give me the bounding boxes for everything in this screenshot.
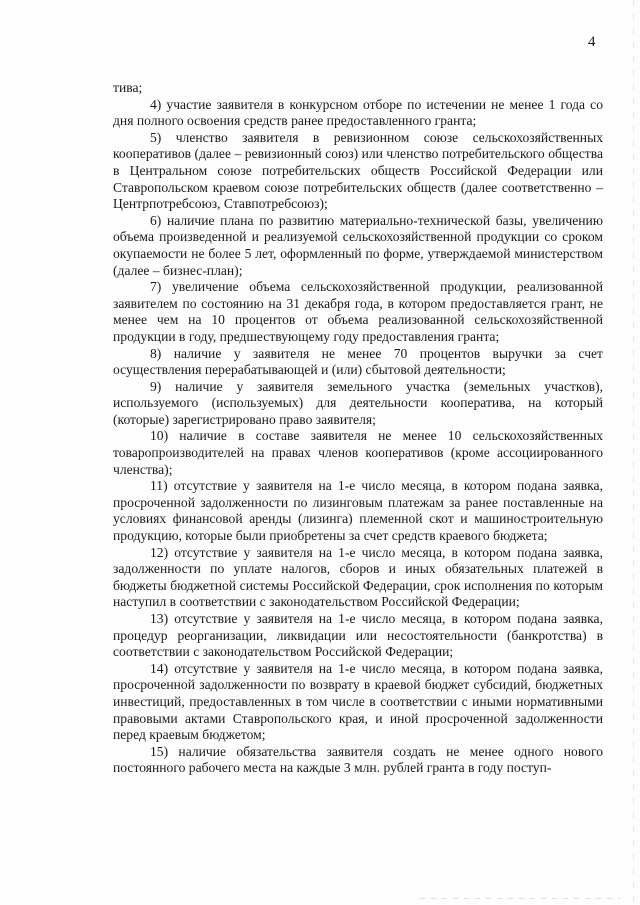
scan-bottom-artifact [420, 898, 620, 899]
paragraph-continuation: тива; [113, 80, 143, 95]
paragraph-item-6: 6) наличие плана по развитию материально-технической базы, увеличению объема произведенной и реализуемой сельскохозяйственной продукции со сроком окупаемости не более 5 лет, оформленный по форме, утверждаемой министерством (далее – бизнес-план); [113, 212, 603, 278]
paragraph-item-10: 10) наличие в составе заявителя не менее 10 сельскохозяйственных товаропроизводителей на правах членов кооперативов (кроме ассоциированного членства); [113, 428, 603, 477]
paragraph-item-11: 11) отсутствие у заявителя на 1-е число месяца, в котором подана заявка, просроченной задолженности по лизинговым платежам за ранее поставленные на условиях финансовой аренды (лизинга) племенной скот и машиностроительную продукцию, которые были приобретены за счет средств краевого бюджета; [113, 478, 603, 544]
paragraph-item-14: 14) отсутствие у заявителя на 1-е число месяца, в котором подана заявка, просроченной задолженности по возврату в краевой бюджет субсидий, бюджетных инвестиций, предоставленных в том числе в соответствии с иными нормативными правовыми актами Ставропольского края, и иной просроченной задолженности перед краевым бюджетом; [113, 660, 603, 743]
paragraph-item-12: 12) отсутствие у заявителя на 1-е число месяца, в котором подана заявка, задолженности по уплате налогов, сборов и иных обязательных платежей в бюджеты бюджетной системы Российской Федерации, срок исполнения по которым наступил в соответствии с законодательством Российской Федерации; [113, 544, 603, 610]
page-number: 4 [588, 34, 596, 50]
paragraph-item-4: 4) участие заявителя в конкурсном отборе по истечении не менее 1 года со дня полного освоения средств ранее предоставленного гранта; [113, 96, 603, 129]
paragraph-item-8: 8) наличие у заявителя не менее 70 процентов выручки за счет осуществления перерабатывающей и (или) сбытовой деятельности; [113, 345, 603, 378]
paragraph-item-9: 9) наличие у заявителя земельного участка (земельных участков), используемого (используемых) для деятельности кооператива, на который (которые) зарегистрировано право заявителя; [113, 378, 603, 427]
paragraph-item-13: 13) отсутствие у заявителя на 1-е число месяца, в котором подана заявка, процедур реорганизации, ликвидации или несостоятельности (банкротства) в соответствии с законодательством Российской Федерации; [113, 611, 603, 660]
paragraph-item-5: 5) членство заявителя в ревизионном союзе сельскохозяйственных кооперативов (далее – ревизионный союз) или членство потребительского общества в Центральном союзе потребительских обществ Российской Федерации или Ставропольском краевом союзе потребительских обществ (далее соответственно – Центрпотребсоюз, Ставпотребсоюз); [113, 129, 603, 212]
paragraph-item-15: 15) наличие обязательства заявителя создать не менее одного нового постоянного рабочего места на каждые 3 млн. рублей гранта в году поступ- [113, 743, 603, 776]
paragraph-item-7: 7) увеличение объема сельскохозяйственной продукции, реализованной заявителем по состоянию на 31 декабря года, в котором предоставляется грант, не менее чем на 10 процентов от объема реализованной сельскохозяйственной продукции в году, предшествующему году предоставления гранта; [113, 279, 603, 344]
document-body [113, 80, 603, 777]
scan-edge-artifact [633, 0, 634, 905]
